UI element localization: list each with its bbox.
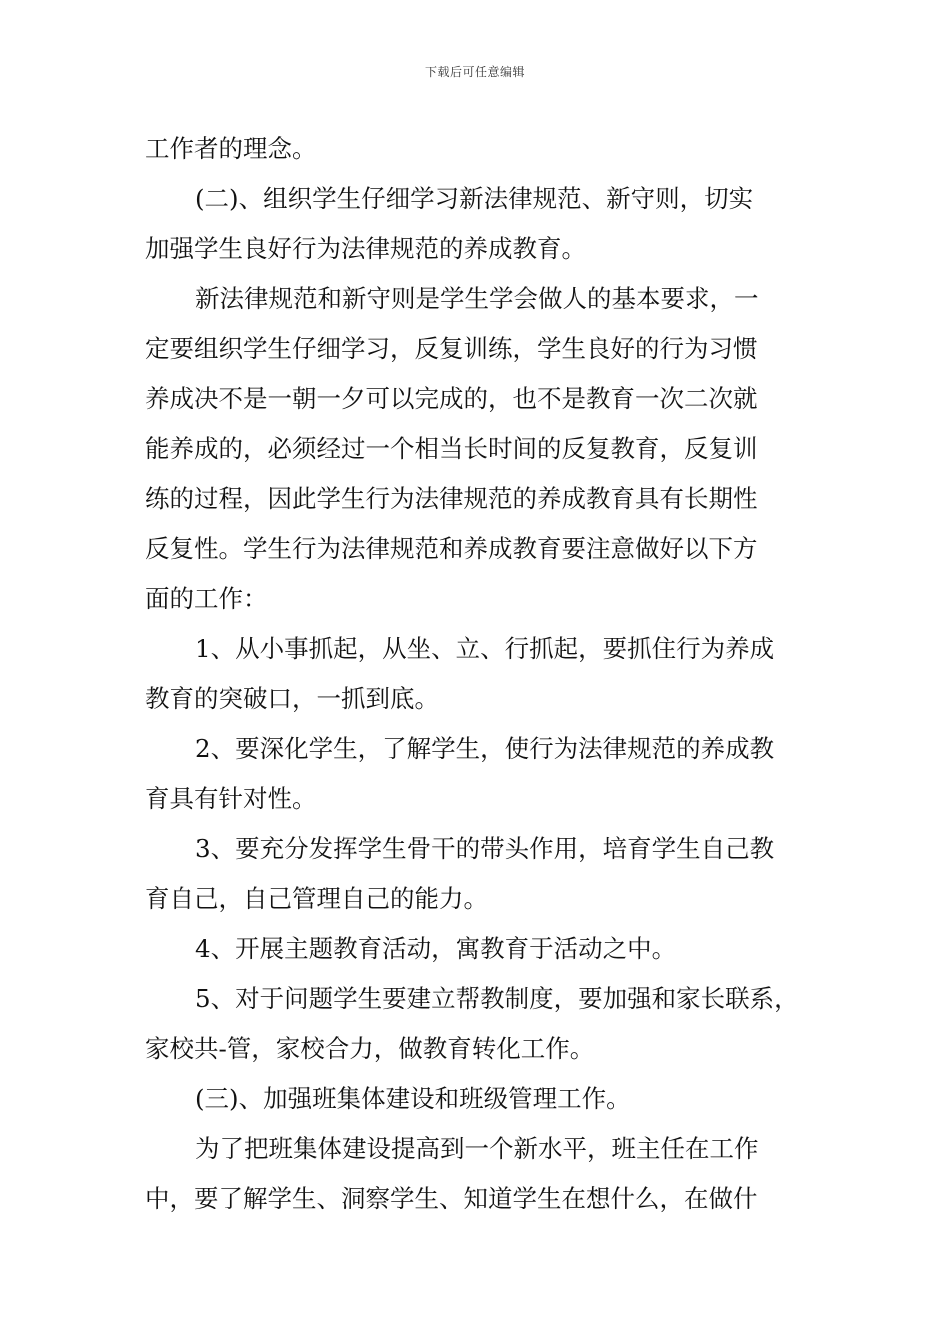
paragraph-start: 新法律规范和新守则是学生学会做人的基本要求，一 [195,284,759,313]
text-line: 定要组织学生仔细学习，反复训练，学生良好的行为习惯 [145,334,758,363]
text-line: 中，要了解学生、洞察学生、知道学生在想什么，在做什 [145,1184,758,1213]
text-line: 育具有针对性。 [145,784,317,813]
list-item-1: 1、从小事抓起，从坐、立、行抓起，要抓住行为养成 [195,634,775,663]
document-body [145,124,815,1224]
text-line: 养成决不是一朝一夕可以完成的，也不是教育一次二次就 [145,384,758,413]
text-line: 反复性。学生行为法律规范和养成教育要注意做好以下方 [145,534,758,563]
list-item-5: 5、对于问题学生要建立帮教制度，要加强和家长联系， [195,984,799,1013]
text-line: 工作者的理念。 [145,134,317,163]
section-heading: (三)、加强班集体建设和班级管理工作。 [195,1084,631,1113]
text-line: 育自己，自己管理自己的能力。 [145,884,488,913]
text-line: 加强学生良好行为法律规范的养成教育。 [145,234,586,263]
text-line: 能养成的，必须经过一个相当长时间的反复教育，反复训 [145,434,758,463]
page-header: 下载后可任意编辑 [424,65,525,79]
paragraph-start: 为了把班集体建设提高到一个新水平，班主任在工作 [195,1134,759,1163]
text-line: 家校共-管，家校合力，做教育转化工作。 [145,1034,595,1063]
list-item-2: 2、要深化学生，了解学生，使行为法律规范的养成教 [195,734,775,763]
list-item-4: 4、开展主题教育活动，寓教育于活动之中。 [195,934,677,963]
list-item-3: 3、要充分发挥学生骨干的带头作用，培育学生自己教 [195,834,775,863]
section-heading: (二)、组织学生仔细学习新法律规范、新守则，切实 [195,184,754,213]
text-line: 练的过程，因此学生行为法律规范的养成教育具有长期性 [145,484,758,513]
text-line: 面的工作： [145,584,268,613]
text-line: 教育的突破口，一抓到底。 [145,684,439,713]
